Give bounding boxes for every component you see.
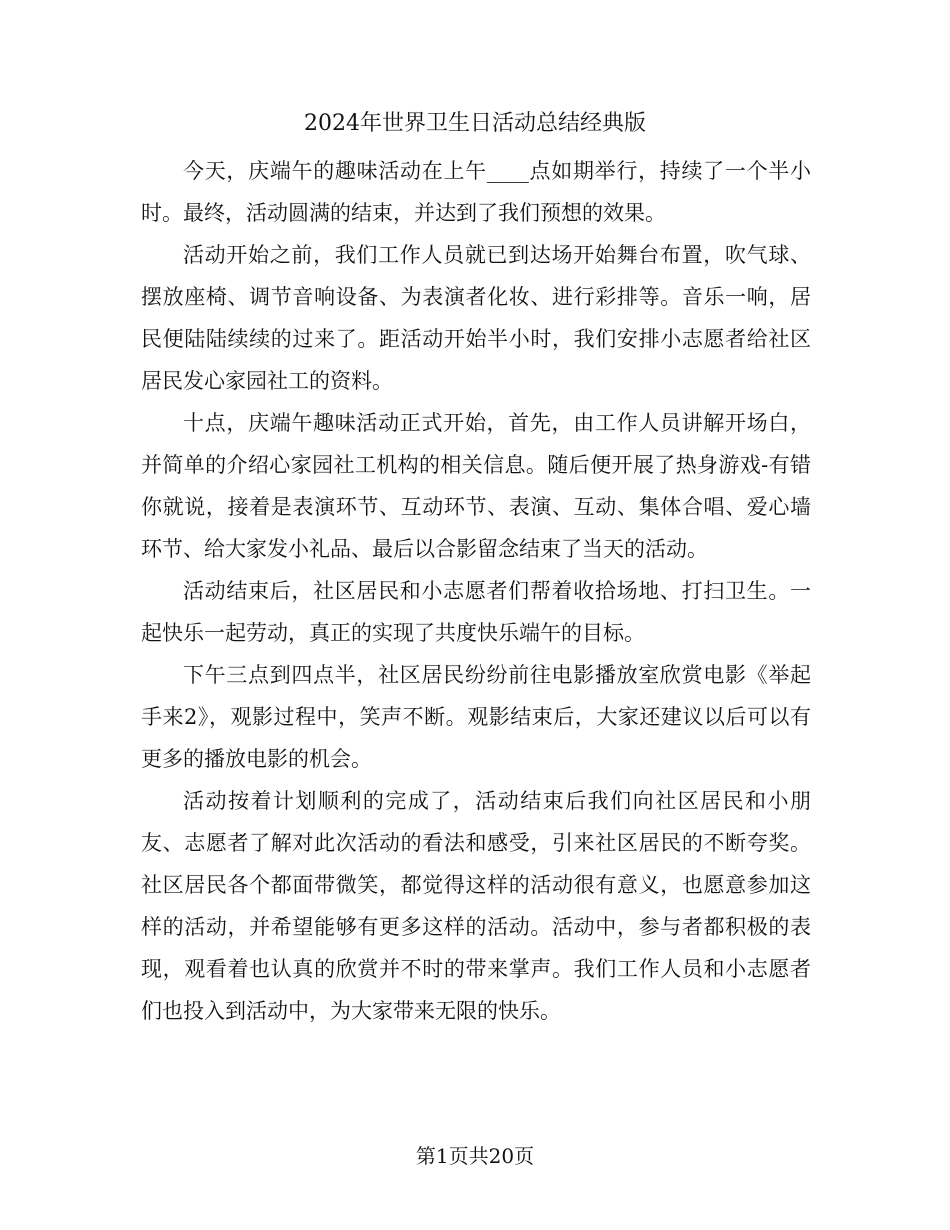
paragraph-4: 活动结束后，社区居民和小志愿者们帮着收拾场地、打扫卫生。一起快乐一起劳动，真正的实现了共度快乐端午的目标。: [141, 579, 811, 645]
paragraph-5: 下午三点到四点半，社区居民纷纷前往电影播放室欣赏电影《举起手来2》，观影过程中，笑声不断。观影结束后，大家还建议以后可以有更多的播放电影的机会。: [141, 663, 811, 771]
page-number-footer: 第1页共20页: [415, 1144, 535, 1168]
paragraph-1: 今天，庆端午的趣味活动在上午____点如期举行，持续了一个半小时。最终，活动圆满的结束，并达到了我们预想的效果。: [141, 159, 811, 225]
document-body: [141, 150, 811, 1032]
paragraph-6: 活动按着计划顺利的完成了，活动结束后我们向社区居民和小朋友、志愿者了解对此次活动的看法和感受，引来社区居民的不断夸奖。社区居民各个都面带微笑，都觉得这样的活动很有意义，也愿意参加这样的活动，并希望能够有更多这样的活动。活动中，参与者都积极的表现，观看着也认真的欣赏并不时的带来掌声。我们工作人员和小志愿者们也投入到活动中，为大家带来无限的快乐。: [141, 789, 811, 1023]
document-title: 2024年世界卫生日活动总结经典版: [304, 111, 646, 136]
paragraph-3: 十点，庆端午趣味活动正式开始，首先，由工作人员讲解开场白，并简单的介绍心家园社工机构的相关信息。随后便开展了热身游戏-有错你就说，接着是表演环节、互动环节、表演、互动、集体合唱、爱心墙环节、给大家发小礼品、最后以合影留念结束了当天的活动。: [141, 411, 811, 561]
paragraph-2: 活动开始之前，我们工作人员就已到达场开始舞台布置，吹气球、摆放座椅、调节音响设备、为表演者化妆、进行彩排等。音乐一响，居民便陆陆续续的过来了。距活动开始半小时，我们安排小志愿者给社区居民发心家园社工的资料。: [141, 243, 811, 393]
